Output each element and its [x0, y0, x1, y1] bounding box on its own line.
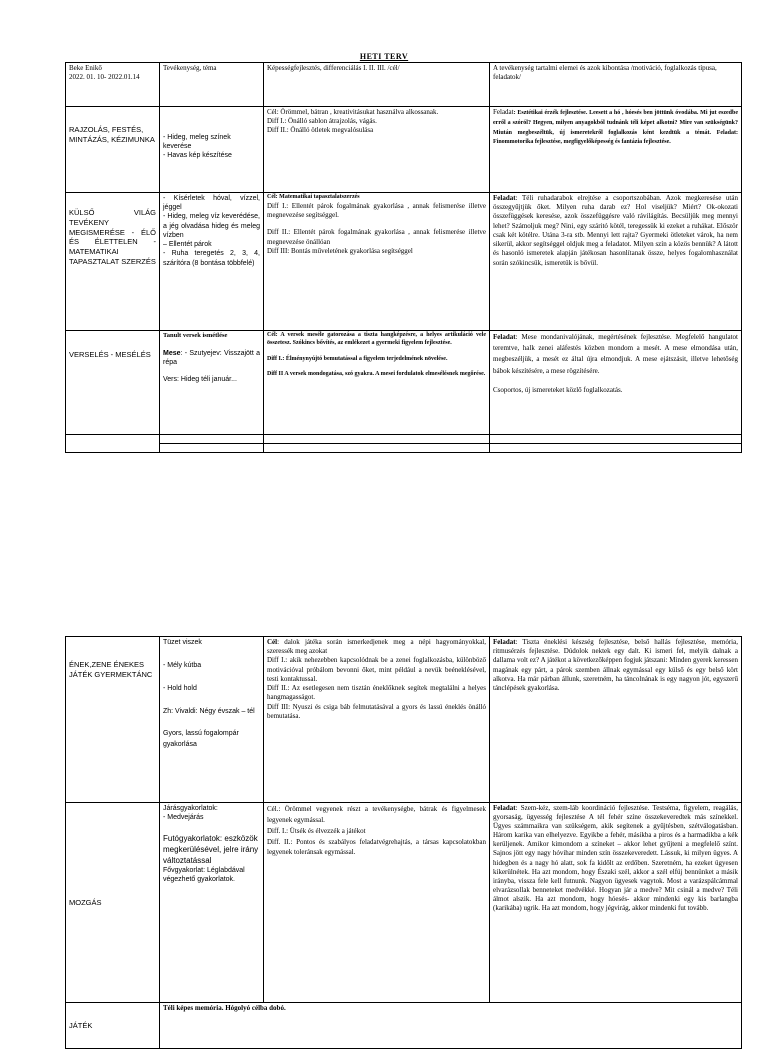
header-row: [66, 63, 742, 107]
row-play: [66, 1003, 742, 1049]
topics-cell-movement: [160, 803, 264, 1003]
area-label-music: ÉNEK,ZENE ÉNEKES JÁTÉK GYERMEKTÁNC: [69, 660, 153, 679]
poem-text: Vers: Hideg téli január...: [163, 376, 237, 384]
topic-item: Fővgyakorlat: Léglabdával végezhető gyakorlatok.: [163, 867, 245, 884]
topic-item: - Kísérletek hóval, vízzel, jéggel: [163, 195, 260, 212]
topics-cell-drawing: [160, 107, 264, 193]
topic-item: - Medvejárás: [163, 814, 204, 822]
topics-cell-outer-world: [160, 193, 264, 331]
goal-item: Diff. II.: Pontos és szabályos feladatvégrehajtás, a társas kapcsolatokban legyenek toleránsak egymással.: [267, 837, 486, 857]
topic-item: Futógyakorlatok: eszközök megkerülésével, jelre irány változtatással: [163, 834, 259, 865]
task-label: Feladat: [493, 194, 516, 202]
topic-item: - Hideg, meleg színek keverése: [163, 134, 231, 151]
task-text: : Tiszta éneklési készség fejlesztése, belső hallás fejlesztése, memória, ritmusérzés fejlesztése. Dúdolok nektek egy dalt. Ki ismeri fel, melyik dalnak a dallama volt ez? A játékot a következőképpen fogjuk játszani: Minden gyerek keressen magának egy párt, a párok szemben állnak egymással egy külső és egy belső kört alkotva. Ha már párban állunk, szeretném, ha táncolnának is egy nagyon jót, egyszerű tánclépések gyakorlása.: [493, 638, 738, 693]
goal-item: Cél.: Örömmel vegyenek részt a tevékenységbe, bátrak és figyelmesek legyenek egymással.: [267, 805, 486, 824]
goal-intro: : dalok játéka során ismerkedjenek meg a népi hagyományokkal, szeressék meg azokat: [267, 638, 486, 656]
task-cell-music: [490, 637, 742, 803]
goal-item: Diff II.: Ellentét párok fogalmának gyakorlása , annak felismerése illetve megnevezése önállóan: [267, 228, 486, 246]
topic-item: Gyors, lassú fogalompár gyakorlása: [163, 730, 239, 749]
topics-cell-music: [160, 637, 264, 803]
play-topic: Téli képes memória. Hógolyó célba dobó.: [163, 1004, 286, 1012]
header-skills: Képességfejlesztés, differenciálás I. II. III. /cél/: [264, 63, 490, 107]
goal-item: Diff I.: Ellentét párok fogalmának gyakorlása , annak felismerése illetve megnevezése segítséggel.: [267, 201, 486, 220]
empty-row: [66, 435, 742, 444]
topic-item: - Ruha teregetés 2, 3, 4, szárítóra (8 bontása többfelé): [163, 250, 260, 267]
task-label: Feladat: [493, 108, 514, 116]
empty-row: [66, 444, 742, 453]
goal-item: Diff. I.: Ütsék és élvezzék a játékot: [267, 826, 366, 835]
topic-head: Tanult versek ismétlése: [163, 332, 228, 339]
goal-item: Diff I.: Önálló sablon átrajzolás, vágás.: [267, 117, 377, 126]
topics-cell-poetry: [160, 331, 264, 435]
task-text: : Téli ruhadarabok elrejtése a csoportszobában. Azok megkeresése után összegyűjtjük őket. Milyen ruha darab ez? Hol viseljük? Miért? Ok-okozati összefüggések keresése, azok összefüggésre való rávilágítás. Becsüljük meg mennyi lehet? Számoljuk meg? Nini, egy száritó kötél, teregessük ki ezeket a ruhákat. Először csak két kötélre. Utána 3-ra stb. Mennyi lett rajta? Gyermeki ötleteket várok, ha nem sikerül, akkor segítséggel oldjuk meg a feladatot. Milyen szín a közös bennük? A látott és hasonló ismeretek alapján játékosan hasonlítanak össze, helyes fogalomhasználat során szókincsük, ismeretük is bővül.: [493, 194, 738, 267]
weekly-plan-table-1: [65, 62, 742, 453]
goal-item: Diff I.: Élménynyújtó bemutatással a figyelem terjedelmének növelése.: [267, 355, 448, 362]
area-label-outer-world: KÜLSŐ VILÁG TEVÉKENY MEGISMERÉSE - ÉLŐ ÉS ÉLETTELEN - MATEMATIKAI TAPASZTALAT SZERZÉS: [69, 208, 156, 266]
topic-item: - Havas kép készítése: [163, 152, 232, 160]
goal-label: Cél: [267, 638, 278, 646]
header-content: A tevékenység tartalmi elemei és azok kibontása /motiváció, foglalkozás típusa, feladatok/: [490, 63, 742, 107]
topic-item: - Hideg, meleg víz keverédése, a jég olvadása hideg és meleg vízben: [163, 213, 260, 239]
goal-item: Diff I.: akik nehezebben kapcsolódnak be a zenei foglalkozásba, különböző motivációval próbálom bevonni őket, mint például a nevük beéneklésével, testi kontaktussal.: [267, 656, 486, 683]
task-label: Feladat: [493, 333, 516, 341]
task-cell-drawing: [490, 107, 742, 193]
row-outer-world: [66, 193, 742, 331]
task-label: Feladat: [493, 638, 516, 646]
topic-item: – Ellentét párok: [163, 241, 212, 249]
tale-text: : - Szutyejev: Visszajött a répa: [163, 349, 260, 366]
task-cell-poetry: [490, 331, 742, 435]
row-drawing: [66, 107, 742, 193]
goal-cell-movement: [264, 803, 490, 1003]
goal-intro: Cél: Matematikai tapasztalatszerzés: [267, 194, 360, 200]
goal-cell-drawing: [264, 107, 490, 193]
task-extra: Csoportos, új ismereteket közlő foglalkozatás.: [493, 385, 623, 394]
area-label-movement: MOZGÁS: [69, 897, 102, 907]
topic-item: Zh: Vivaldi: Négy évszak – tél: [163, 707, 255, 715]
tale-label: Mese: [163, 349, 181, 357]
row-music: [66, 637, 742, 803]
area-label-drawing: RAJZOLÁS, FESTÉS, MINTÁZÁS, KÉZIMUNKA: [69, 125, 155, 144]
task-cell-outer-world: [490, 193, 742, 331]
goal-item: Diff III: Bontás műveletének gyakorlása segítséggel: [267, 246, 413, 255]
row-poetry: [66, 331, 742, 435]
area-cell-outer-world: [66, 193, 160, 331]
topic-item: Járásgyakorlatok:: [163, 805, 218, 812]
goal-item: Diff II.: Az esetlegesen nem tisztán éneklőknek segítek megtalálni a helyes hangmagasságot.: [267, 684, 486, 702]
goal-cell-music: [264, 637, 490, 803]
area-cell-drawing: [66, 107, 160, 193]
goal-item: Cél: Örömmel, bátran , kreativitásukat használva alkossanak.: [267, 108, 439, 116]
header-teacher-cell: [66, 63, 160, 107]
topic-item: Tüzet viszek: [163, 639, 202, 646]
task-text: : Mese mondanivalójának, megértésének fejlesztése. Megfelelő hangulatot teremtve, halk zenei aláfestés közben mondom a mesét. A mese elmondása után, megbeszéljük, a mesét ez által újra elmondjuk. A mese ejátszásit, illetve lehetőség bábok készítésére, a mese rögzítésére.: [493, 333, 738, 375]
goal-item: Cél: A versek meséle gatorozása a tiszta hangképzésre, a helyes artikuláció vele összetesz. Szókincs bővítés, az emlékezet a gyermeki figyelem fejlesztése.: [267, 332, 486, 346]
area-label-poetry: VERSELÉS - MESÉLÉS: [69, 350, 151, 359]
goal-cell-outer-world: [264, 193, 490, 331]
task-text: : Szem-kéz, szem-láb koordináció fejlesztése. Testséma, figyelem, reagálás, gyorsaság, ügyesség fejlesztése A tél fehér színe összekeveredtek más színekkel. Ügyes számmaikra van szükségem, akik segítenek a gyűjtésben, szétválogatásban. Három karika van elhelyezve. Egyikbe a fehér, másikba a piros és a harmadikba a kék kerüljenek. Amikor kimondom a színeket – akkor lehet gyűjteni a megfelelő színt. Sajnos jött egy nagy hóvihar minden szín összekeveredett. Lássuk, ki milyen ügyes. A hidegben és a nagy hó alatt, sok fa kidőlt az erdőben. Szeretném, ha ezeket ügyesen kikerülnétek. Ha azt mondom, hogy Északi szél, akkor a szél elfúj bennünket a másik irányba, vissza fele kell futnunk. Nagyon ügyesek vagytok. Most a varázspálcámmal elvarázsollak benneteket medvékké. Hogyan jár a medve? Mit csinál a medve? Téli álmot alszik. Ha azt mondom, hogy hóesés- akkor mindenki egy kis barlangba (karikába) ugrik. Ha azt mondom, hogy jégvirág, akkor mindenki fut tovább.: [493, 804, 738, 913]
area-label-play: JÁTÉK: [69, 1020, 93, 1030]
area-cell-music: [66, 637, 160, 803]
play-topic-cell: [160, 1003, 742, 1049]
task-cell-movement: [490, 803, 742, 1003]
topic-item: - Hold hold: [163, 684, 197, 692]
weekly-plan-table-2: [65, 636, 742, 1049]
page-title: HETI TERV: [359, 52, 409, 61]
header-activity: Tevékenység, téma: [160, 63, 264, 107]
row-movement: [66, 803, 742, 1003]
week-dates: 2022. 01. 10- 2022.01.14: [69, 73, 140, 82]
goal-item: Diff II.: Önálló ötletek megvalósulása: [267, 126, 374, 135]
task-text: : Esztétikai érzék fejlesztése. Leesett a hó , hóesés ben jöttünk óvodába. Mi jut eszedbe erről a szóról? Hegyen, milyen anyagokból tudnánk téli képet alkotni? Mire van szükségünk? Miután megbeszéltük, új ismeretekről foglalkozás ként kezdtük a témát. Feladat: Finommotorika fejlesztése, megfigyelőképesség és fantázia fejlesztése.: [493, 110, 738, 146]
goal-cell-poetry: [264, 331, 490, 435]
topic-item: - Mély kútba: [163, 661, 202, 669]
area-cell-play: [66, 1003, 160, 1049]
goal-item: Diff III: Nyuszi és csiga báb felmutatásával a gyors és lassú éneklés önálló bemutatása.: [267, 702, 486, 720]
teacher-name: Beke Enikő: [69, 64, 102, 72]
area-cell-movement: [66, 803, 160, 1003]
area-cell-poetry: [66, 331, 160, 435]
task-label: Feladat: [493, 804, 516, 812]
goal-item: Diff II A versek mondogatása, szó gyakra. A mesei fordulatok elmesélésnek megőrése.: [267, 371, 486, 378]
